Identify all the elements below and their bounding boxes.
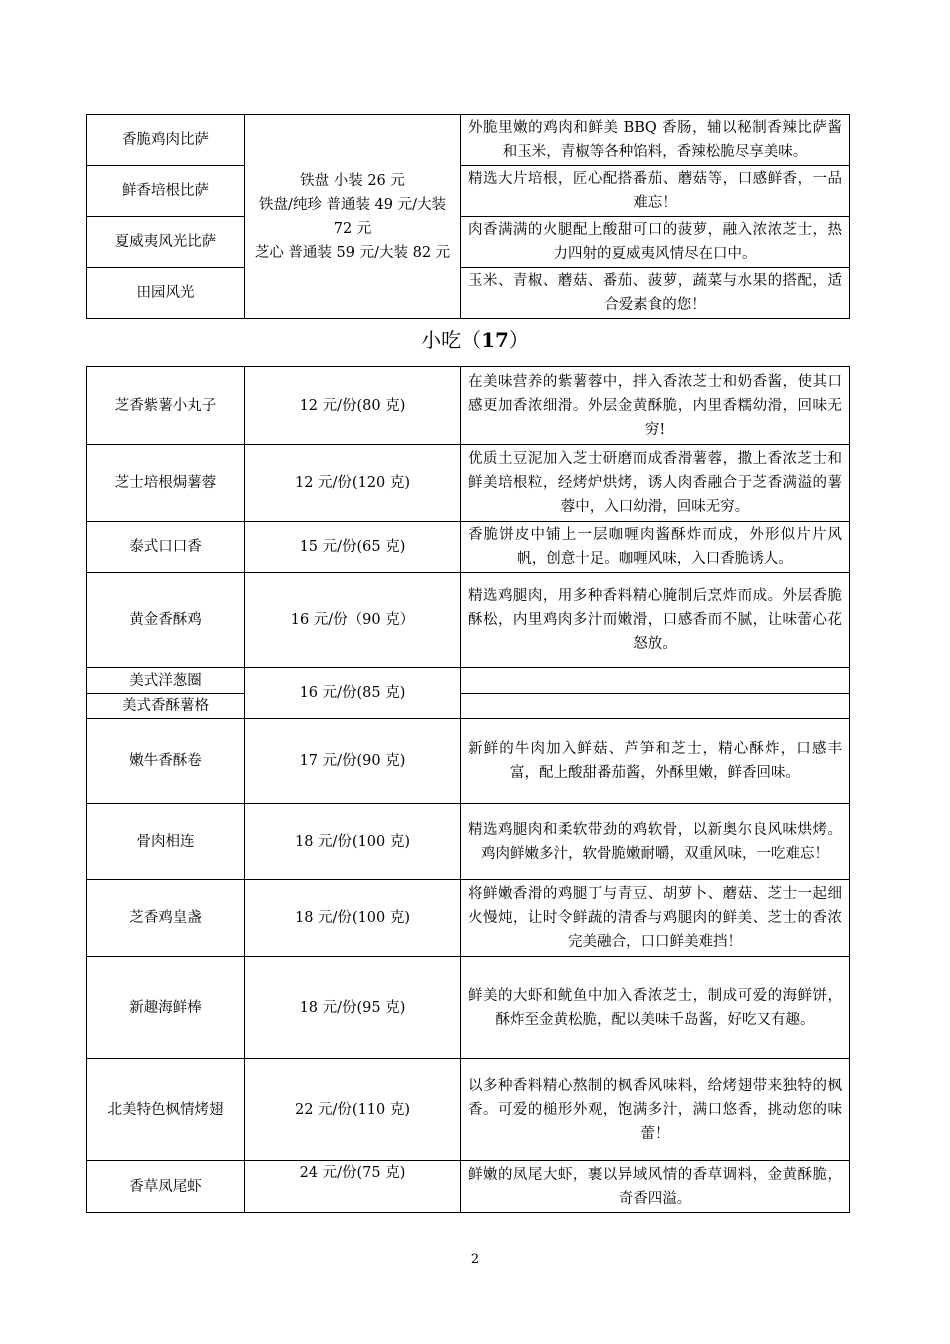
item-price: 18 元/份(100 克) xyxy=(245,880,461,957)
item-description: 玉米、青椒、蘑菇、番茄、菠萝，蔬菜与水果的搭配，适合爱素食的您！ xyxy=(461,268,850,319)
table-row xyxy=(87,880,850,957)
table-row xyxy=(87,957,850,1059)
item-name: 骨肉相连 xyxy=(87,804,245,880)
item-description: 香脆饼皮中铺上一层咖喱肉酱酥炸而成，外形似片片风帆，创意十足。咖喱风味，入口香脆诱人。 xyxy=(461,522,850,573)
item-price: 15 元/份(65 克) xyxy=(245,522,461,573)
item-price: 24 元/份(75 克) xyxy=(245,1161,461,1213)
table-row xyxy=(87,217,850,268)
item-name: 田园风光 xyxy=(87,268,245,319)
section-title-close: ） xyxy=(508,328,529,352)
item-price: 12 元/份(80 克) xyxy=(245,367,461,445)
item-description: 精选鸡腿肉和柔软带劲的鸡软骨，以新奥尔良风味烘烤。鸡肉鲜嫩多汁，软骨脆嫩耐嚼，双重风味，一吃难忘！ xyxy=(461,804,850,880)
table-row xyxy=(87,522,850,573)
item-description: 优质土豆泥加入芝士研磨而成香滑薯蓉，撒上香浓芝士和鲜美培根粒，经烤炉烘烤，诱人肉香融合于芝香满溢的薯蓉中，入口幼滑，回味无穷。 xyxy=(461,445,850,522)
item-description: 将鲜嫩香滑的鸡腿丁与青豆、胡萝卜、蘑菇、芝士一起细火慢炖，让时令鲜蔬的清香与鸡腿肉的鲜美、芝士的香浓完美融合，口口鲜美难挡！ xyxy=(461,880,850,957)
table-row xyxy=(87,166,850,217)
item-name: 新趣海鲜棒 xyxy=(87,957,245,1059)
table-row xyxy=(87,367,850,445)
item-price: 22 元/份(110 克) xyxy=(245,1059,461,1161)
item-description: 精选鸡腿肉，用多种香料精心腌制后烹炸而成。外层香脆酥松，内里鸡肉多汁而嫩滑，口感香而不腻，让味蕾心花怒放。 xyxy=(461,573,850,668)
item-name: 夏威夷风光比萨 xyxy=(87,217,245,268)
item-name: 嫩牛香酥卷 xyxy=(87,719,245,804)
item-description: 新鲜的牛肉加入鲜菇、芦笋和芝士，精心酥炸，口感丰富，配上酸甜番茄酱，外酥里嫩，鲜香回味。 xyxy=(461,719,850,804)
table-row xyxy=(87,1059,850,1161)
item-name: 北美特色枫情烤翅 xyxy=(87,1059,245,1161)
item-price: 12 元/份(120 克) xyxy=(245,445,461,522)
item-name: 香草凤尾虾 xyxy=(87,1161,245,1213)
item-price: 18 元/份(95 克) xyxy=(245,957,461,1059)
section-title xyxy=(0,326,950,354)
table-row xyxy=(87,115,850,166)
item-description: 肉香满满的火腿配上酸甜可口的菠萝，融入浓浓芝士，热力四射的夏威夷风情尽在口中。 xyxy=(461,217,850,268)
pizza-menu-table xyxy=(86,114,850,319)
item-description xyxy=(461,668,850,694)
item-price: 16 元/份（90 克） xyxy=(245,573,461,668)
table-row xyxy=(87,668,850,694)
section-item-count: 17 xyxy=(481,328,509,352)
item-description: 以多种香料精心熬制的枫香风味料，给烤翅带来独特的枫香。可爱的槌形外观，饱满多汁，满口悠香，挑动您的味蕾！ xyxy=(461,1059,850,1161)
table-row xyxy=(87,694,850,719)
price-line: 铁盘 小装 26 元 xyxy=(300,172,405,189)
item-description: 鲜美的大虾和鱿鱼中加入香浓芝士，制成可爱的海鲜饼，酥炸至金黄松脆，配以美味千岛酱，好吃又有趣。 xyxy=(461,957,850,1059)
item-price: 18 元/份(100 克) xyxy=(245,804,461,880)
price-line: 铁盘/纯珍 普通装 49 元/大装 72 元 xyxy=(258,196,447,237)
item-price: 17 元/份(90 克) xyxy=(245,719,461,804)
page-number: 2 xyxy=(470,1252,480,1267)
item-description xyxy=(461,694,850,719)
item-name: 芝士培根焗薯蓉 xyxy=(87,445,245,522)
pizza-price-cell xyxy=(245,115,461,319)
item-price: 16 元/份(85 克) xyxy=(245,668,461,719)
section-title-text: 小吃（ xyxy=(421,328,482,352)
item-name: 鲜香培根比萨 xyxy=(87,166,245,217)
table-row xyxy=(87,445,850,522)
item-name: 美式香酥薯格 xyxy=(87,694,245,719)
item-name: 芝香紫薯小丸子 xyxy=(87,367,245,445)
table-row xyxy=(87,804,850,880)
item-description: 在美味营养的紫薯蓉中，拌入香浓芝士和奶香酱，使其口感更加香浓细滑。外层金黄酥脆，内里香糯幼滑，回味无穷! xyxy=(461,367,850,445)
item-description: 鲜嫩的凤尾大虾，裹以异域风情的香草调料，金黄酥脆，奇香四溢。 xyxy=(461,1161,850,1213)
item-name: 香脆鸡肉比萨 xyxy=(87,115,245,166)
table-row xyxy=(87,573,850,668)
item-name: 芝香鸡皇盏 xyxy=(87,880,245,957)
item-name: 美式洋葱圈 xyxy=(87,668,245,694)
table-row xyxy=(87,1161,850,1213)
item-name: 黄金香酥鸡 xyxy=(87,573,245,668)
item-description: 精选大片培根，匠心配搭番茄、蘑菇等，口感鲜香，一品难忘！ xyxy=(461,166,850,217)
price-line: 芝心 普通装 59 元/大装 82 元 xyxy=(254,244,451,261)
item-name: 泰式口口香 xyxy=(87,522,245,573)
item-description: 外脆里嫩的鸡肉和鲜美 BBQ 香肠，辅以秘制香辣比萨酱和玉米，青椒等各种馅料，香辣松脆尽享美味。 xyxy=(461,115,850,166)
snack-menu-table xyxy=(86,366,850,1213)
table-row xyxy=(87,719,850,804)
table-row xyxy=(87,268,850,319)
